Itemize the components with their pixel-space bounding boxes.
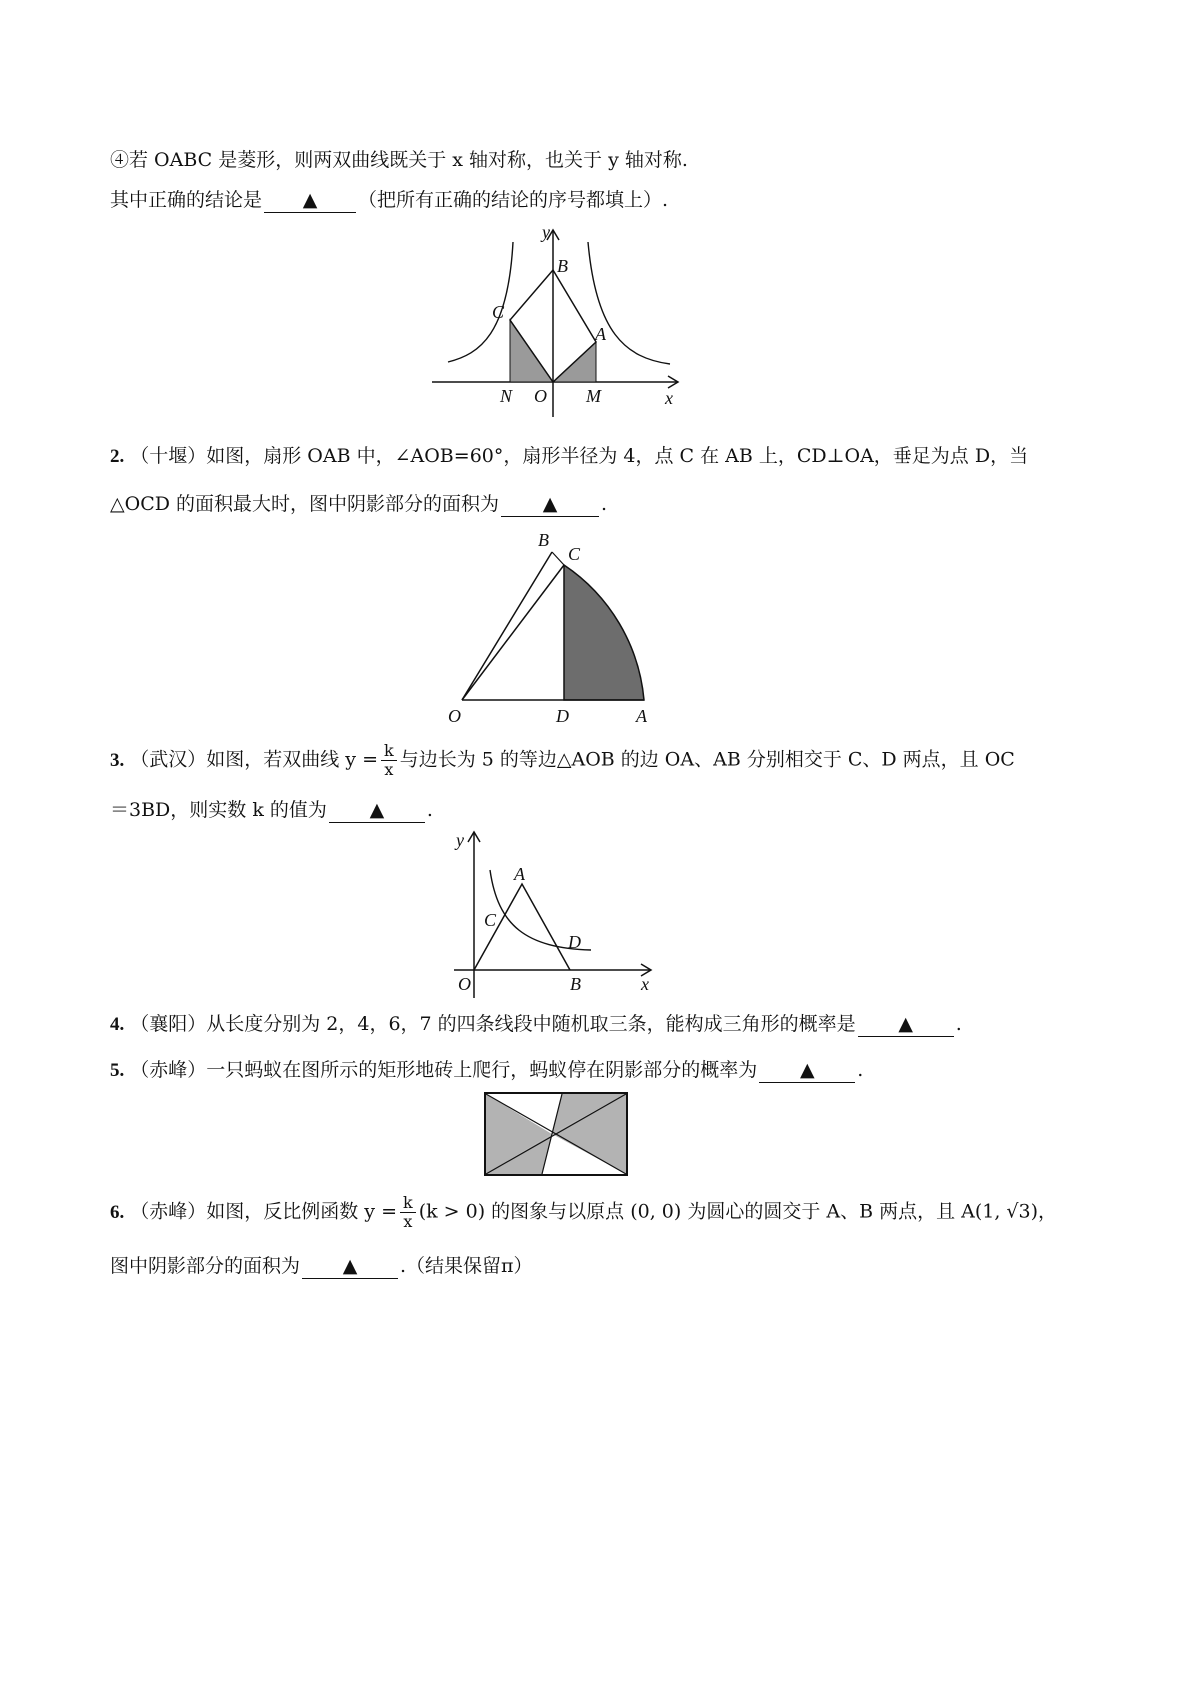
q2-text: （十堰）如图，扇形 OAB 中，∠AOB=60°，扇形半径为 4，点 C 在 AB 上，CD⊥OA，垂足为点 D，当 [130, 445, 1029, 467]
q3-frac-numerator: k [381, 742, 397, 761]
q3-figure [436, 826, 676, 1005]
q6-line1 [110, 1194, 1057, 1231]
q1-prompt [110, 186, 668, 214]
q1-label-B: B [557, 256, 568, 276]
q2-segment-OC [462, 565, 564, 700]
q4-tail: . [955, 1013, 962, 1035]
q3-tail: . [426, 799, 433, 821]
q1-label-y: y [542, 222, 550, 242]
q5-figure [484, 1092, 628, 1180]
q1-label-M: M [586, 386, 601, 406]
q3-number: 3. [110, 749, 125, 771]
q3-label-y: y [456, 830, 464, 850]
q4-line [110, 1010, 962, 1039]
q3-line2 [110, 796, 433, 824]
q2-label-A: A [636, 706, 647, 726]
q3-text-b: 与边长为 5 的等边△AOB 的边 OA、AB 分别相交于 C、D 两点，且 OC [399, 748, 1015, 771]
q1-item4: ④若 OABC 是菱形，则两双曲线既关于 x 轴对称，也关于 y 轴对称. [110, 149, 688, 171]
q6-answer-blank[interactable]: ▲ [302, 1254, 398, 1279]
q2-number: 2. [110, 446, 125, 467]
q6-prompt: 图中阴影部分的面积为 [110, 1255, 301, 1277]
q3-label-O: O [458, 974, 471, 994]
q6-frac-numerator: k [400, 1194, 416, 1213]
q5-line [110, 1056, 863, 1085]
q1-label-C: C [492, 302, 505, 322]
q6-text-a: （赤峰）如图，反比例函数 y = [130, 1200, 397, 1223]
q3-prompt: ＝3BD，则实数 k 的值为 [110, 799, 327, 821]
q3-fraction [381, 742, 397, 779]
q6-frac-denominator: x [403, 1212, 413, 1231]
q3-line1 [110, 742, 1015, 779]
q2-label-O: O [448, 706, 461, 726]
q1-answer-blank[interactable]: ▲ [264, 188, 356, 213]
q2-answer-blank[interactable]: ▲ [501, 492, 599, 517]
q3-frac-denominator: x [384, 760, 394, 779]
q3-label-A: A [514, 864, 525, 884]
q2-label-B: B [538, 530, 549, 550]
q6-line2 [110, 1252, 533, 1280]
q5-number: 5. [110, 1060, 125, 1081]
q5-answer-blank[interactable]: ▲ [759, 1058, 855, 1083]
q2-arc-top [552, 552, 564, 565]
q1-figure [420, 222, 720, 426]
q3-text-a: （武汉）如图，若双曲线 y = [130, 748, 378, 771]
q3-answer-blank[interactable]: ▲ [329, 798, 425, 823]
q2-figure [432, 530, 682, 734]
q5-text: （赤峰）一只蚂蚁在图所示的矩形地砖上爬行，蚂蚁停在阴影部分的概率为 [130, 1059, 758, 1081]
q6-text-b: (k > 0) 的图象与以原点 (0, 0) 为圆心的圆交于 A、B 两点，且 A(1, √3)， [418, 1200, 1058, 1223]
q6-number: 6. [110, 1201, 125, 1223]
q2-line1 [110, 442, 1028, 471]
q2-label-C: C [568, 544, 581, 564]
q1-prompt-tail: （把所有正确的结论的序号都填上）. [358, 189, 669, 211]
q2-segment-OB [462, 552, 552, 700]
q3-label-C: C [484, 910, 497, 930]
q4-number: 4. [110, 1014, 125, 1035]
q3-label-D: D [568, 932, 581, 952]
q1-label-N: N [500, 386, 513, 406]
q2-label-D: D [556, 706, 569, 726]
q1-right-hyperbola [588, 242, 670, 364]
q4-text: （襄阳）从长度分别为 2，4，6，7 的四条线段中随机取三条，能构成三角形的概率是 [130, 1013, 856, 1035]
q1-prompt-text: 其中正确的结论是 [110, 189, 263, 211]
q6-fraction [400, 1194, 416, 1231]
q3-label-B: B [570, 974, 581, 994]
q1-label-x: x [665, 388, 673, 408]
q2-prompt: △OCD 的面积最大时，图中阴影部分的面积为 [110, 493, 500, 515]
q6-tail: .（结果保留π） [400, 1255, 533, 1277]
q2-shaded-region [564, 565, 644, 700]
q4-answer-blank[interactable]: ▲ [858, 1012, 954, 1037]
q3-label-x: x [641, 974, 649, 994]
q2-line2 [110, 490, 607, 518]
q2-tail: . [601, 493, 608, 515]
q1-label-A: A [595, 324, 606, 344]
q5-tail: . [857, 1059, 864, 1081]
q1-label-O: O [534, 386, 547, 406]
